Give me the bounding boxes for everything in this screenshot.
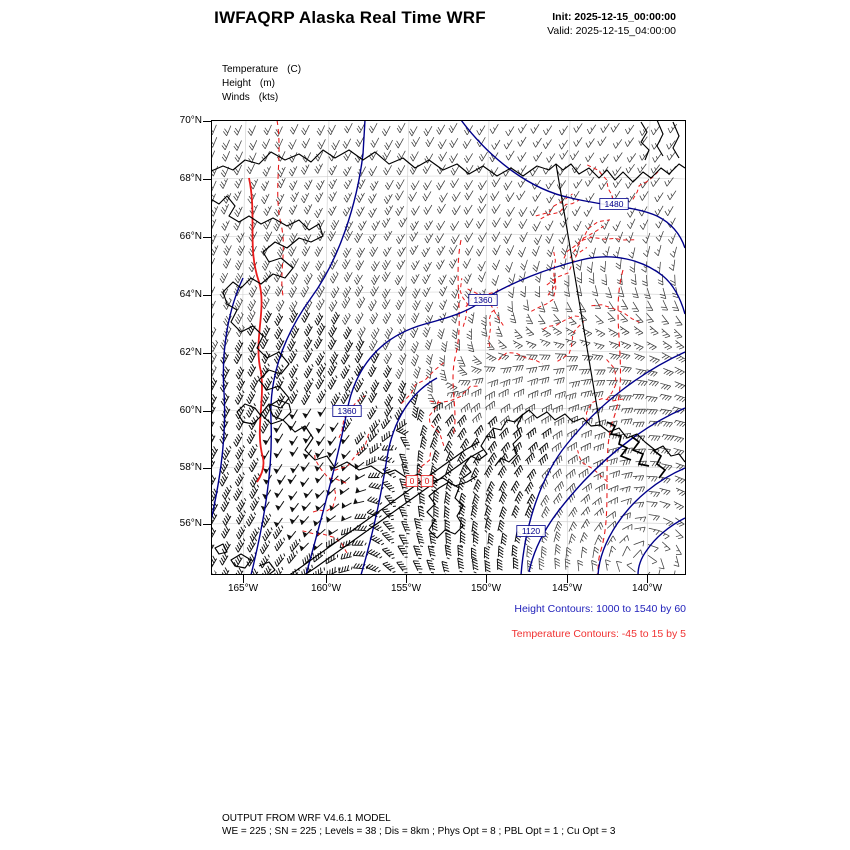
page-title: IWFAQRP Alaska Real Time WRF	[214, 8, 486, 27]
footer-model-line: OUTPUT FROM WRF V4.6.1 MODEL	[222, 813, 391, 824]
height-contour	[529, 408, 685, 572]
height-contour-label: 1360	[473, 295, 493, 306]
temp-contour-squiggle	[564, 226, 604, 258]
lat-tick	[203, 179, 211, 180]
coastline	[495, 414, 523, 466]
legend-temperature-unit: (C)	[287, 64, 302, 75]
valid-time-label: Valid: 2025-12-15_04:00:00	[547, 24, 676, 37]
height-contour-label: 1360	[337, 406, 357, 417]
wind-barb-pennant	[316, 441, 321, 446]
height-contour-label: 1120	[521, 526, 541, 537]
coastline	[259, 562, 275, 575]
map-border	[212, 121, 686, 575]
wind-barb-pennant	[300, 466, 305, 471]
wind-barb-pennant	[289, 414, 294, 419]
wind-barb-pennant	[327, 440, 332, 445]
lon-tick	[243, 575, 244, 583]
height-contour	[461, 120, 685, 248]
wind-barb-pennant	[263, 440, 268, 445]
wind-barb-pennant	[290, 519, 295, 525]
lat-tick-label: 56°N	[179, 518, 202, 529]
height-contour-label: 1480	[604, 199, 624, 210]
temp-contour-squiggle	[605, 358, 615, 400]
coastline	[215, 544, 227, 554]
wind-barb-pennant	[302, 531, 307, 537]
wind-barb-pennant	[287, 534, 292, 540]
wind-barb-pennant	[314, 466, 319, 472]
wind-barb-pennant	[329, 427, 334, 432]
lat-tick-label: 60°N	[179, 405, 202, 416]
coastline	[303, 450, 483, 575]
wind-barb-pennant	[274, 492, 279, 497]
graticule-lines	[211, 120, 686, 575]
lat-tick	[203, 524, 211, 525]
wind-barb-pennant	[303, 438, 308, 443]
temp-contour-squiggle	[591, 305, 639, 323]
wind-barb-pennant	[315, 505, 320, 511]
wind-barb-pennant	[299, 545, 304, 551]
wind-barb-pennant	[315, 493, 320, 499]
legend-height-name: Height	[222, 78, 251, 89]
wind-barb-pennant	[341, 453, 346, 459]
weather-map-canvas	[211, 120, 686, 575]
lat-tick-label: 68°N	[179, 173, 202, 184]
legend-height-unit: (m)	[259, 78, 275, 89]
lat-tick	[203, 353, 211, 354]
temp-contour-squiggle	[460, 278, 467, 327]
wind-barb-pennant	[316, 428, 321, 433]
init-time-label: Init: 2025-12-15_00:00:00	[552, 11, 676, 23]
legend-temperature-name: Temperature	[222, 64, 279, 75]
wind-barb-pennant	[353, 498, 357, 504]
temp-contour-squiggle	[582, 237, 637, 240]
wind-barb-pennant	[287, 425, 292, 430]
lon-tick-label: 140°W	[631, 583, 663, 594]
wind-barb-pennant	[315, 478, 320, 484]
wind-barb-pennant	[302, 413, 307, 418]
legend-winds-unit: (kts)	[258, 92, 279, 103]
coastline	[231, 554, 251, 568]
lat-tick	[203, 295, 211, 296]
model-footer	[222, 813, 615, 838]
lat-tick	[203, 121, 211, 122]
temperature-contour-caption: Temperature Contours: -45 to 15 by 5	[511, 628, 686, 640]
legend-winds-name: Winds	[222, 92, 250, 103]
wind-barb-pennant	[290, 507, 295, 513]
legend-row-temperature	[222, 63, 301, 77]
temp-contour-label: 0	[409, 476, 415, 487]
temp-contour-squiggle	[543, 316, 580, 330]
lat-tick	[203, 411, 211, 412]
lon-tick	[486, 575, 487, 583]
lon-tick-label: 165°W	[227, 583, 259, 594]
wind-barb-pennant	[303, 453, 308, 458]
lat-tick-label: 58°N	[179, 462, 202, 473]
wind-barb-pennant	[273, 468, 278, 473]
lon-tick-label: 150°W	[470, 583, 502, 594]
wind-barb-pennant	[273, 453, 278, 458]
wind-barb-pennant	[303, 493, 308, 499]
wind-barb-pennant	[317, 411, 322, 416]
temp-contour-squiggle	[489, 308, 498, 347]
coastline	[657, 120, 663, 156]
wind-barb-pennant	[287, 479, 292, 484]
wind-barb-pennant	[274, 438, 279, 443]
wind-barb-pennant	[275, 505, 280, 510]
wind-barb-pennant	[300, 481, 305, 487]
legend-row-height	[222, 77, 301, 91]
lat-tick-label: 70°N	[179, 115, 202, 126]
wind-barb-pennant	[315, 453, 320, 459]
map-frame	[211, 120, 686, 575]
wind-barb-pennant	[273, 428, 278, 433]
lon-tick	[326, 575, 327, 583]
wind-barb-pennant	[289, 451, 294, 456]
wind-barb-pennant	[288, 495, 293, 500]
wind-barb-pennant	[289, 440, 294, 445]
legend-row-winds	[222, 91, 301, 105]
lon-tick-label: 145°W	[551, 583, 583, 594]
lon-tick-label: 160°W	[310, 583, 342, 594]
lat-tick-label: 66°N	[179, 231, 202, 242]
temp-contour-squiggle	[558, 322, 584, 362]
temp-contour-dashed	[277, 120, 283, 296]
lat-tick-label: 64°N	[179, 289, 202, 300]
variable-legend	[222, 63, 301, 105]
lon-tick	[567, 575, 568, 583]
temp-contour-squiggle	[401, 362, 444, 403]
lat-tick	[203, 237, 211, 238]
lat-tick-label: 62°N	[179, 347, 202, 358]
lon-tick	[647, 575, 648, 583]
lon-tick-label: 155°W	[390, 583, 422, 594]
lat-tick	[203, 468, 211, 469]
temp-contour-label: 0	[424, 476, 430, 487]
wind-barb-pennant	[290, 468, 295, 473]
footer-config-line: WE = 225 ; SN = 225 ; Levels = 38 ; Dis = 8km ; Phys Opt = 8 ; PBL Opt = 1 ; Cu Opt = 3	[222, 825, 616, 837]
height-contour-caption: Height Contours: 1000 to 1540 by 60	[514, 603, 686, 615]
wind-barb-pennant	[301, 505, 306, 511]
run-times	[476, 11, 676, 38]
lon-tick	[406, 575, 407, 583]
wind-barb-pennant	[277, 479, 282, 484]
